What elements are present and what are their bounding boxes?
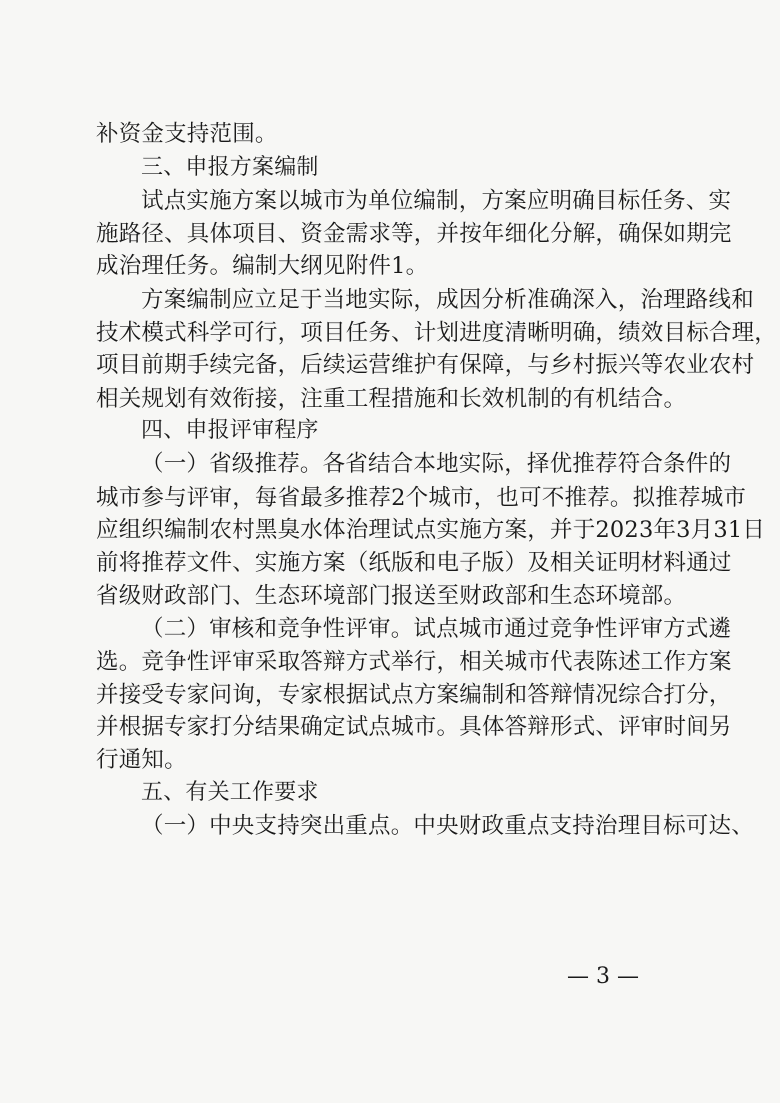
text-line: 并接受专家问询，专家根据试点方案编制和答辩情况综合打分， bbox=[96, 682, 732, 708]
text-line: 行通知。 bbox=[96, 747, 187, 773]
text-line: 前将推荐文件、实施方案（纸版和电子版）及相关证明材料通过 bbox=[96, 550, 732, 576]
text-line: 成治理任务。编制大纲见附件1。 bbox=[96, 253, 429, 279]
text-line: 相关规划有效衔接，注重工程措施和长效机制的有机结合。 bbox=[96, 386, 687, 412]
text-line: 城市参与评审，每省最多推荐2个城市，也可不推荐。拟推荐城市 bbox=[96, 485, 747, 511]
text-line: 施路径、具体项目、资金需求等，并按年细化分解，确保如期完 bbox=[96, 221, 732, 247]
text-line: （一）省级推荐。各省结合本地实际，择优推荐符合条件的 bbox=[141, 451, 732, 477]
section-heading: 五、有关工作要求 bbox=[141, 780, 319, 805]
text-line: 选。竞争性评审采取答辩方式举行，相关城市代表陈述工作方案 bbox=[96, 649, 732, 675]
text-line: （二）审核和竞争性评审。试点城市通过竞争性评审方式遴 bbox=[141, 616, 732, 642]
text-line: 技术模式科学可行，项目任务、计划进度清晰明确，绩效目标合理， bbox=[96, 320, 778, 346]
text-line: 省级财政部门、生态环境部门报送至财政部和生态环境部。 bbox=[96, 583, 687, 609]
section-heading: 三、申报方案编制 bbox=[141, 155, 319, 180]
section-heading: 四、申报评审程序 bbox=[141, 418, 319, 443]
text-line: 补资金支持范围。 bbox=[96, 121, 278, 147]
text-line: 并根据专家打分结果确定试点城市。具体答辩形式、评审时间另 bbox=[96, 714, 732, 740]
text-line: 试点实施方案以城市为单位编制，方案应明确目标任务、实 bbox=[141, 188, 732, 214]
text-line: 应组织编制农村黑臭水体治理试点实施方案，并于2023年3月31日 bbox=[96, 517, 766, 543]
text-line: 项目前期手续完备，后续运营维护有保障，与乡村振兴等农业农村 bbox=[96, 352, 755, 378]
text-line: （一）中央支持突出重点。中央财政重点支持治理目标可达、 bbox=[141, 813, 754, 839]
page-number: — 3 — bbox=[567, 964, 639, 989]
text-line: 方案编制应立足于当地实际，成因分析准确深入，治理路线和 bbox=[141, 287, 754, 313]
